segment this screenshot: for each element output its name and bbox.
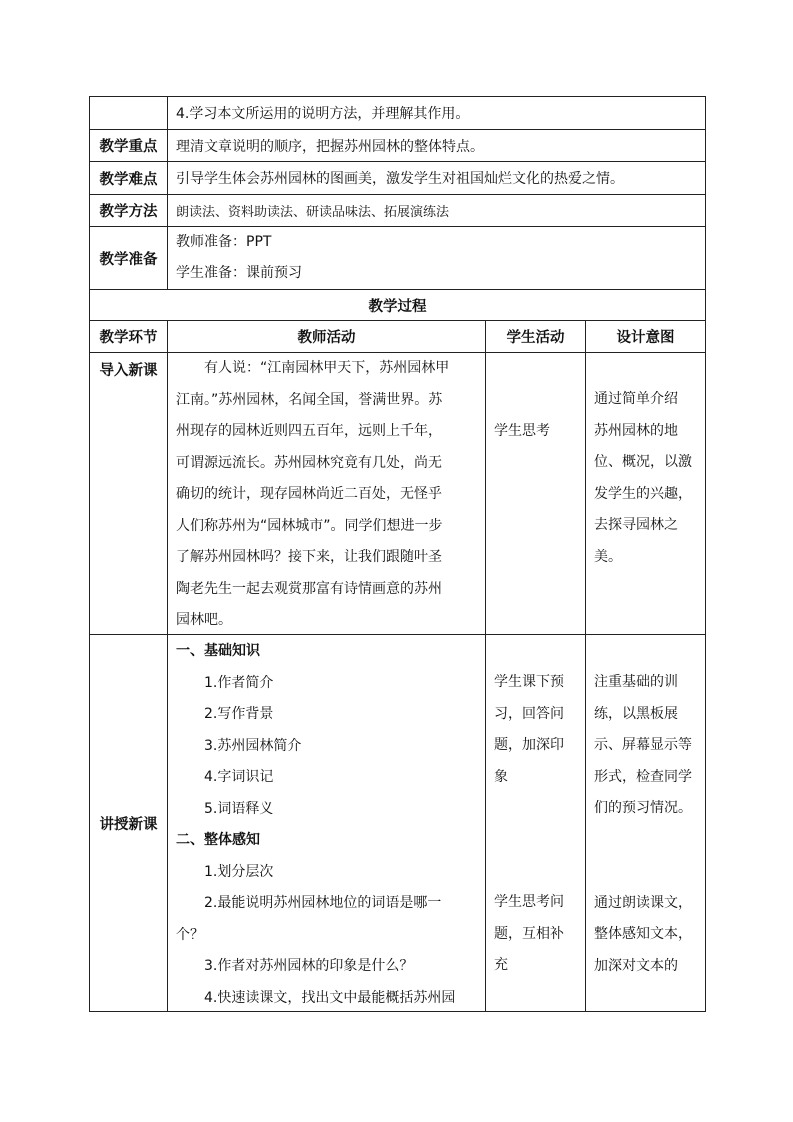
lecture-intent-line: 形式，检查同学 — [594, 768, 692, 785]
section-heading: 一、基础知识 — [176, 643, 260, 659]
preparation-cell — [168, 227, 705, 289]
process-title: 教学过程 — [368, 298, 427, 315]
lecture-item: 1.划分层次 — [204, 863, 274, 880]
objectives-row — [90, 97, 705, 130]
difficulties-text: 引导学生体会苏州园林的图画美，激发学生对祖国灿烂文化的热爱之情。 — [176, 171, 624, 187]
lecture-item: 个？ — [176, 926, 204, 943]
lecture-item: 2.最能说明苏州园林地位的词语是哪一 — [204, 895, 442, 911]
header-teacher: 教师活动 — [168, 321, 486, 352]
header-student: 学生活动 — [486, 321, 586, 352]
methods-label: 教学方法 — [90, 195, 168, 226]
intro-line: 江南。”苏州园林，名闻全国，誉满世界。苏 — [176, 391, 443, 408]
lecture-student-line: 学生课下预 — [494, 674, 564, 690]
lecture-intent-line: 示、屏幕显示等 — [594, 737, 692, 753]
lecture-item: 3.苏州园林简介 — [204, 737, 302, 754]
lecture-intent-line: 加深对文本的 — [594, 957, 678, 974]
preparation-row — [90, 227, 705, 290]
header-stage: 教学环节 — [90, 321, 168, 352]
key-points-label: 教学重点 — [90, 130, 168, 161]
objectives-label — [90, 97, 168, 129]
lecture-teacher-cell — [168, 635, 486, 1011]
lecture-item: 3.作者对苏州园林的印象是什么？ — [204, 958, 414, 974]
lecture-item: 2.写作背景 — [204, 706, 274, 722]
lecture-intent-line: 练，以黑板展 — [594, 705, 678, 722]
student-preparation: 学生准备：课前预习 — [176, 265, 302, 281]
teacher-preparation: 教师准备：PPT — [176, 233, 272, 250]
preparation-label: 教学准备 — [90, 227, 168, 289]
intro-intent-line: 发学生的兴趣， — [594, 485, 692, 502]
lecture-student-line: 象 — [494, 768, 508, 785]
methods-text: 朗读法、资料助读法、研读品味法、拓展演练法 — [176, 205, 450, 220]
intro-teacher-cell — [168, 353, 486, 634]
lesson-plan-table — [89, 96, 706, 1012]
difficulties-row — [90, 162, 705, 195]
intro-intent-line: 位、概况，以激 — [594, 454, 692, 470]
intro-student-text: 学生思考 — [494, 423, 550, 439]
intro-stage: 导入新课 — [90, 353, 168, 634]
lecture-item: 5.词语释义 — [204, 800, 274, 817]
lecture-item: 4.快速读课文，找出文中最能概括苏州园 — [204, 989, 456, 1006]
lecture-student-line: 题，加深印 — [494, 737, 564, 753]
intro-intent-cell — [586, 353, 705, 634]
lecture-stage: 讲授新课 — [90, 635, 168, 1011]
objectives-text: 4.学习本文所运用的说明方法，并理解其作用。 — [176, 106, 470, 122]
section-heading: 二、整体感知 — [176, 832, 260, 848]
lecture-intent-line: 通过朗读课文， — [594, 894, 692, 911]
intro-line: 州现存的园林近则四五百年，远则上千年， — [176, 423, 442, 439]
intro-line: 有人说：“江南园林甲天下，苏州园林甲 — [204, 360, 450, 376]
header-intent: 设计意图 — [616, 330, 675, 346]
lecture-student-line: 充 — [494, 957, 508, 973]
intro-line: 可谓源远流长。苏州园林究竟有几处，尚无 — [176, 454, 442, 471]
process-header-row — [90, 321, 705, 353]
intro-intent-line: 通过简单介绍 — [594, 391, 678, 407]
lecture-item: 4.字词识记 — [204, 769, 274, 785]
intro-line: 陶老先生一起去观赏那富有诗情画意的苏州 — [176, 580, 442, 597]
lecture-intent-line: 注重基础的训 — [594, 674, 678, 690]
lecture-item: 1.作者简介 — [204, 674, 274, 691]
lecture-student-line: 学生思考问 — [494, 894, 564, 910]
intro-line: 了解苏州园林吗？接下来，让我们跟随叶圣 — [176, 549, 442, 565]
difficulties-label: 教学难点 — [90, 162, 168, 194]
intro-line: 园林吧。 — [176, 612, 232, 628]
lecture-row — [90, 635, 705, 1011]
lecture-intent-line: 们的预习情况。 — [594, 800, 692, 816]
lecture-student-line: 题，互相补 — [494, 925, 564, 942]
intro-intent-line: 苏州园林的地 — [594, 422, 678, 439]
intro-intent-line: 去探寻园林之 — [594, 517, 678, 533]
lecture-student-cell — [486, 635, 586, 1011]
lecture-intent-line: 整体感知文本， — [594, 926, 692, 942]
intro-intent-line: 美。 — [594, 548, 622, 565]
methods-row — [90, 195, 705, 227]
process-title-row — [90, 290, 705, 321]
intro-line: 人们称苏州为“园林城市”。同学们想进一步 — [176, 517, 443, 534]
intro-student-cell — [486, 353, 586, 634]
intro-line: 确切的统计，现存园林尚近二百处，无怪乎 — [176, 486, 442, 502]
key-points-row — [90, 130, 705, 162]
lecture-intent-cell — [586, 635, 705, 1011]
lecture-student-line: 习，回答问 — [494, 705, 564, 722]
intro-row — [90, 353, 705, 635]
key-points-text: 理清文章说明的顺序，把握苏州园林的整体特点。 — [176, 138, 484, 155]
